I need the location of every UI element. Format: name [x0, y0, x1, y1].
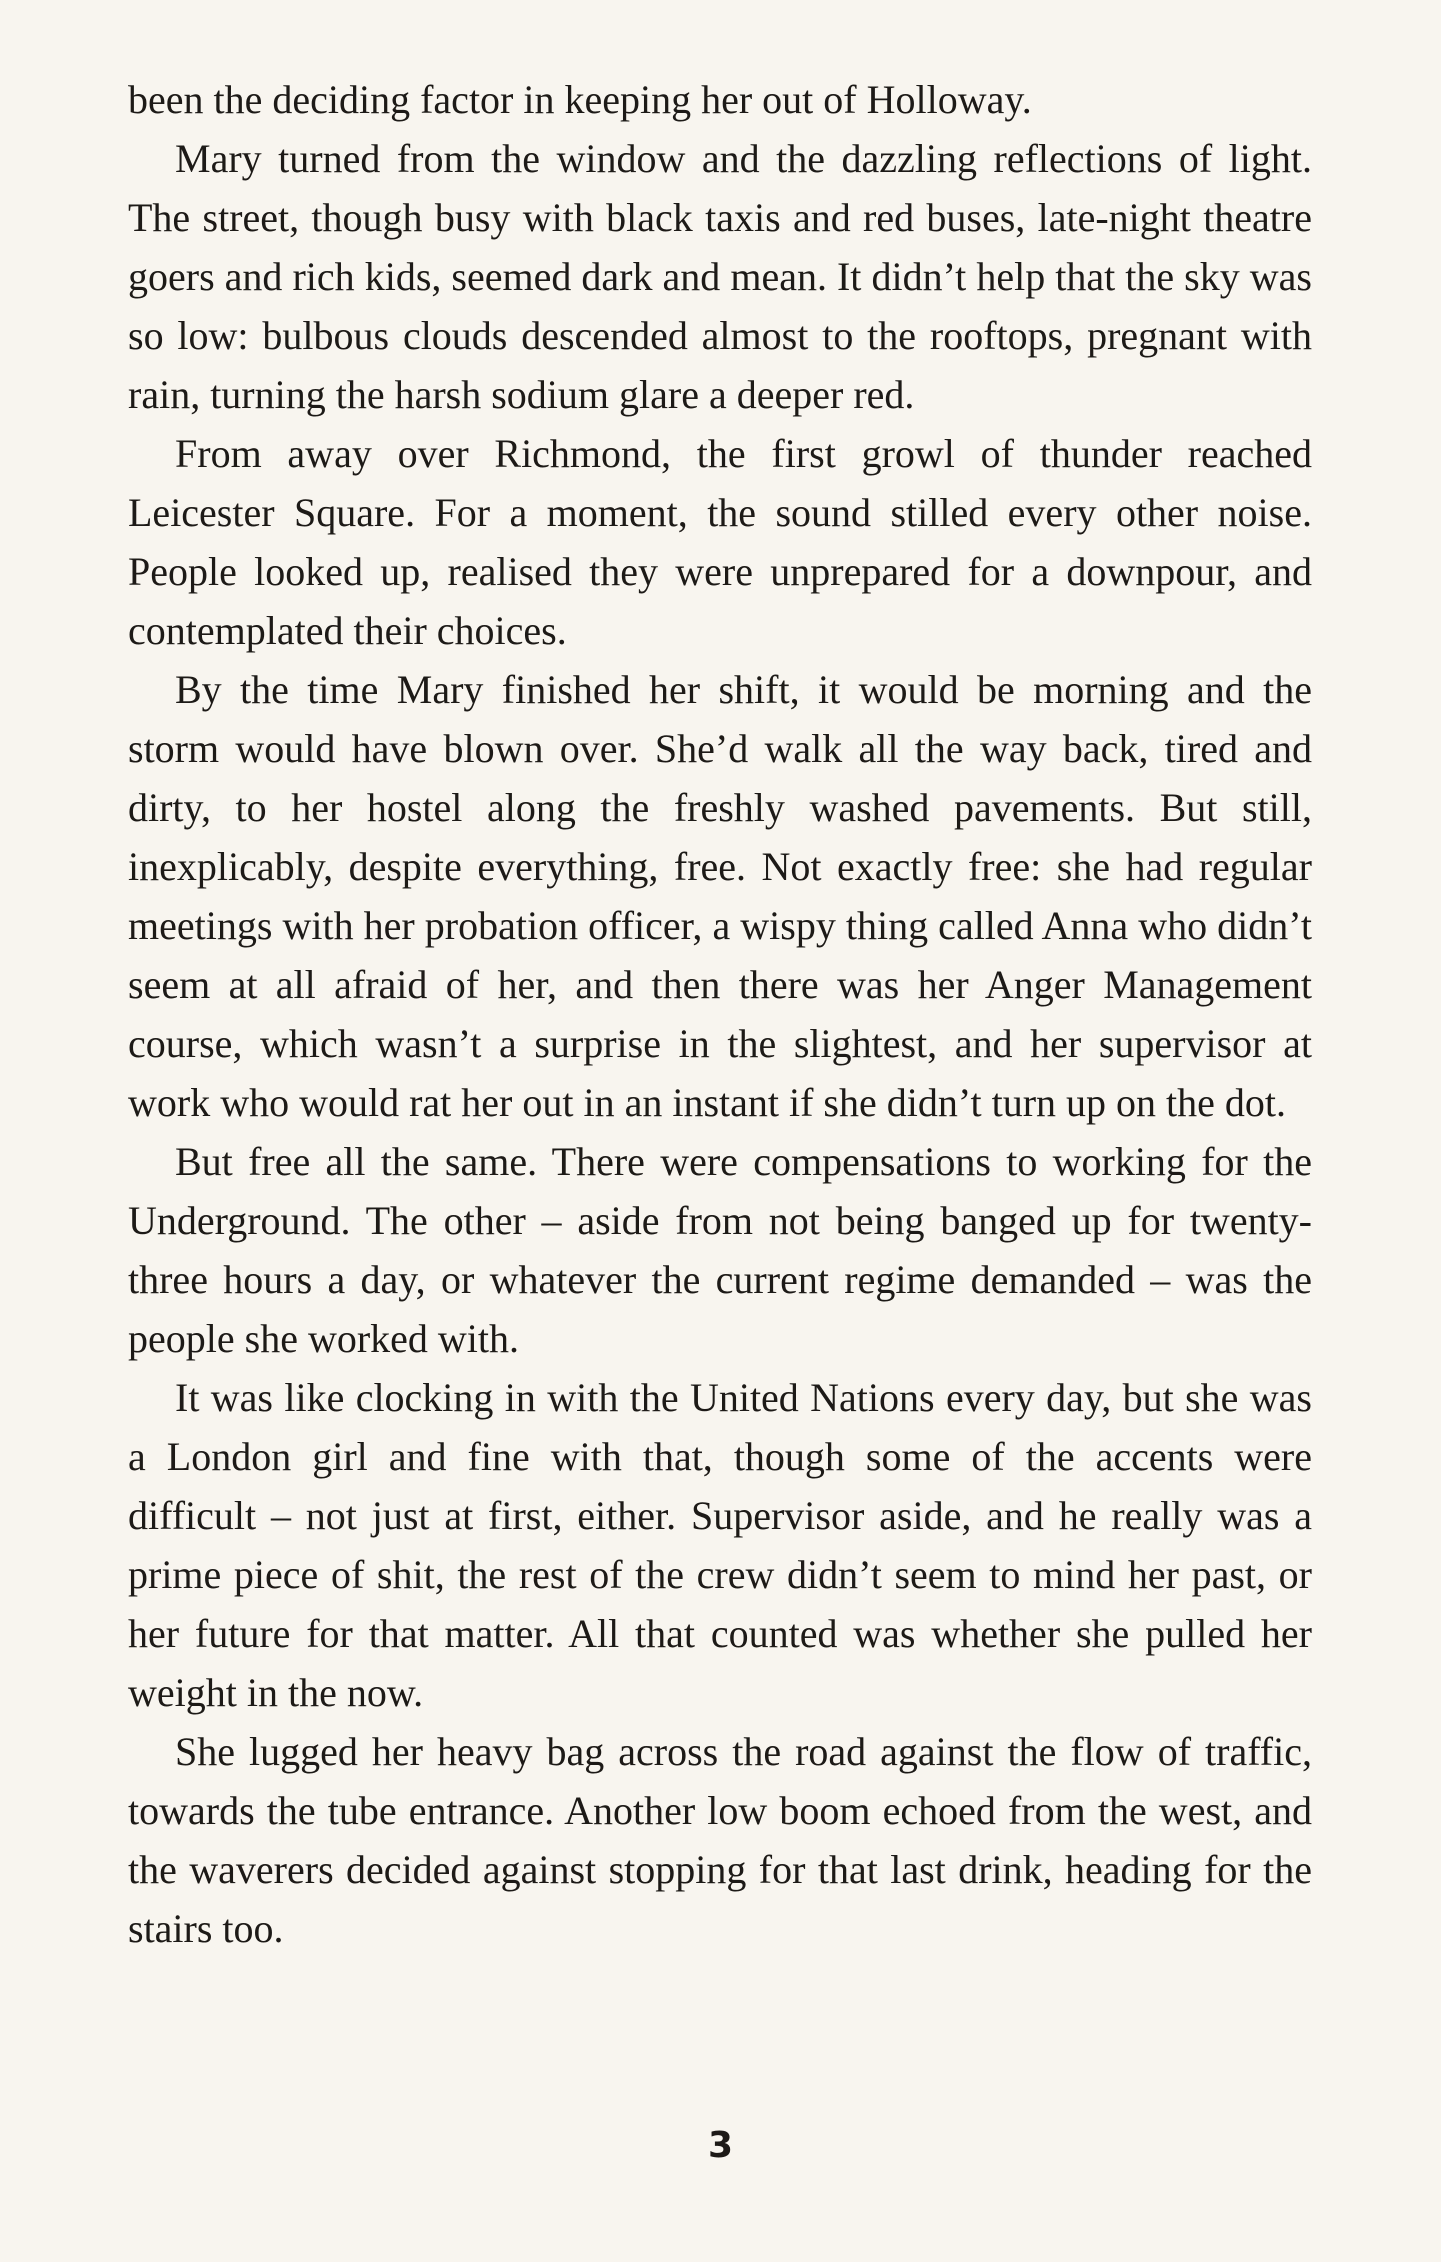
paragraph: But free all the same. There were compensations to working for the Underground. The other – aside from not being banged up for twenty-three hours a day, or whatever the current regime demanded – was the people she worked with.	[128, 1139, 1312, 1361]
paragraph: By the time Mary finished her shift, it would be morning and the storm would have blown over. She’d walk all the way back, tired and dirty, to her hostel along the freshly washed pavements. But still, inexplicably, despite everything, free. Not exactly free: she had regular meetings with her probation officer, a wispy thing called Anna who didn’t seem at all afraid of her, and then there was her Anger Management course, which wasn’t a surprise in the slightest, and her supervisor at work who would rat her out in an instant if she didn’t turn up on the dot.	[128, 667, 1312, 1125]
paragraph: She lugged her heavy bag across the road against the flow of traffic, towards the tube entrance. Another low boom echoed from the west, and the waverers decided against stopping for that last drink, heading for the stairs too.	[128, 1729, 1312, 1951]
paragraph: It was like clocking in with the United Nations every day, but she was a London girl and fine with that, though some of the accents were difficult – not just at first, either. Supervisor aside, and he really was a prime piece of shit, the rest of the crew didn’t seem to mind her past, or her future for that matter. All that counted was whether she pulled her weight in the now.	[128, 1375, 1312, 1715]
paragraph: From away over Richmond, the first growl of thunder reached Leicester Square. For a moment, the sound stilled every other noise. People looked up, realised they were unprepared for a downpour, and contemplated their choices.	[128, 431, 1312, 653]
page-number: 3	[707, 2125, 734, 2166]
paragraph-continuation: been the deciding factor in keeping her out of Holloway.	[128, 77, 1032, 122]
paragraph: Mary turned from the window and the dazzling reflections of light. The street, though busy with black taxis and red buses, late-night theatre goers and rich kids, seemed dark and mean. It didn’t help that the sky was so low: bulbous clouds descended almost to the rooftops, pregnant with rain, turning the harsh sodium glare a deeper red.	[128, 136, 1312, 417]
body-text	[128, 70, 1312, 1958]
